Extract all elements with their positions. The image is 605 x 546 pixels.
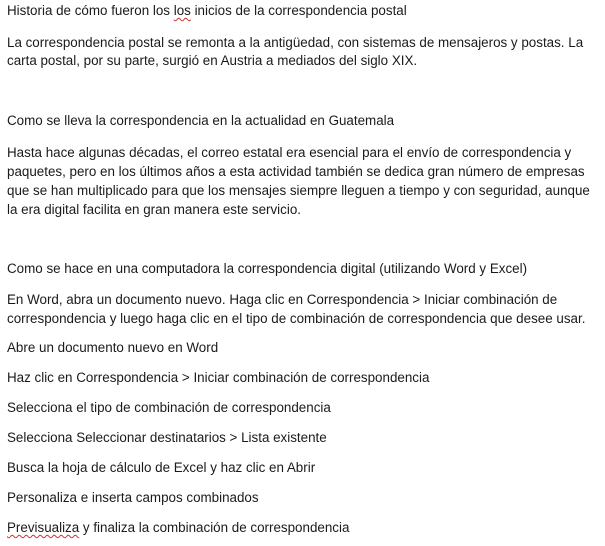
step-7-text: y finaliza la combinación de correspondencia [79, 520, 350, 535]
step-2: Haz clic en Correspondencia > Iniciar combinación de correspondencia [7, 370, 430, 385]
step-7 [7, 518, 349, 538]
paragraph-history-line-2: carta postal, por su parte, surgió en Austria a mediados del siglo XIX. [7, 53, 418, 68]
spelling-flagged-word[interactable]: los [173, 3, 191, 18]
paragraph-guatemala-line-3: que se han multiplicado para que los mensajes siempre lleguen a tiempo y con seguridad, aunque [7, 183, 590, 198]
heading-history [7, 1, 407, 21]
heading-history-text-end: inicios de la correspondencia postal [190, 3, 407, 18]
spelling-flagged-word-previsualiza[interactable]: Previsualiza [7, 520, 80, 535]
step-5: Busca la hoja de cálculo de Excel y haz clic en Abrir [7, 460, 316, 475]
paragraph-word-line-1: En Word, abra un documento nuevo. Haga clic en Correspondencia > Iniciar combinación de [7, 292, 558, 307]
heading-guatemala: Como se lleva la correspondencia en la actualidad en Guatemala [7, 113, 395, 128]
step-1: Abre un documento nuevo en Word [7, 340, 219, 355]
paragraph-guatemala-line-1: Hasta hace algunas décadas, el correo estatal era esencial para el envío de correspondencia y [7, 145, 572, 160]
step-3: Selecciona el tipo de combinación de correspondencia [7, 400, 331, 415]
heading-digital: Como se hace en una computadora la correspondencia digital (utilizando Word y Excel) [7, 261, 528, 276]
paragraph-guatemala-line-2: paquetes, pero en los últimos años a esta actividad también se dedica gran número de empresas [7, 164, 585, 179]
paragraph-history-line-1: La correspondencia postal se remonta a la antigüedad, con sistemas de mensajeros y postas. La [7, 35, 584, 50]
heading-history-text: Historia de cómo fueron los [7, 3, 174, 18]
paragraph-guatemala-line-4: la era digital facilita en gran manera este servicio. [7, 202, 301, 217]
step-4: Selecciona Seleccionar destinatarios > Lista existente [7, 430, 327, 445]
step-6: Personaliza e inserta campos combinados [7, 490, 259, 505]
paragraph-word-line-2: correspondencia y luego haga clic en el tipo de combinación de correspondencia que desee usar. [7, 311, 586, 326]
